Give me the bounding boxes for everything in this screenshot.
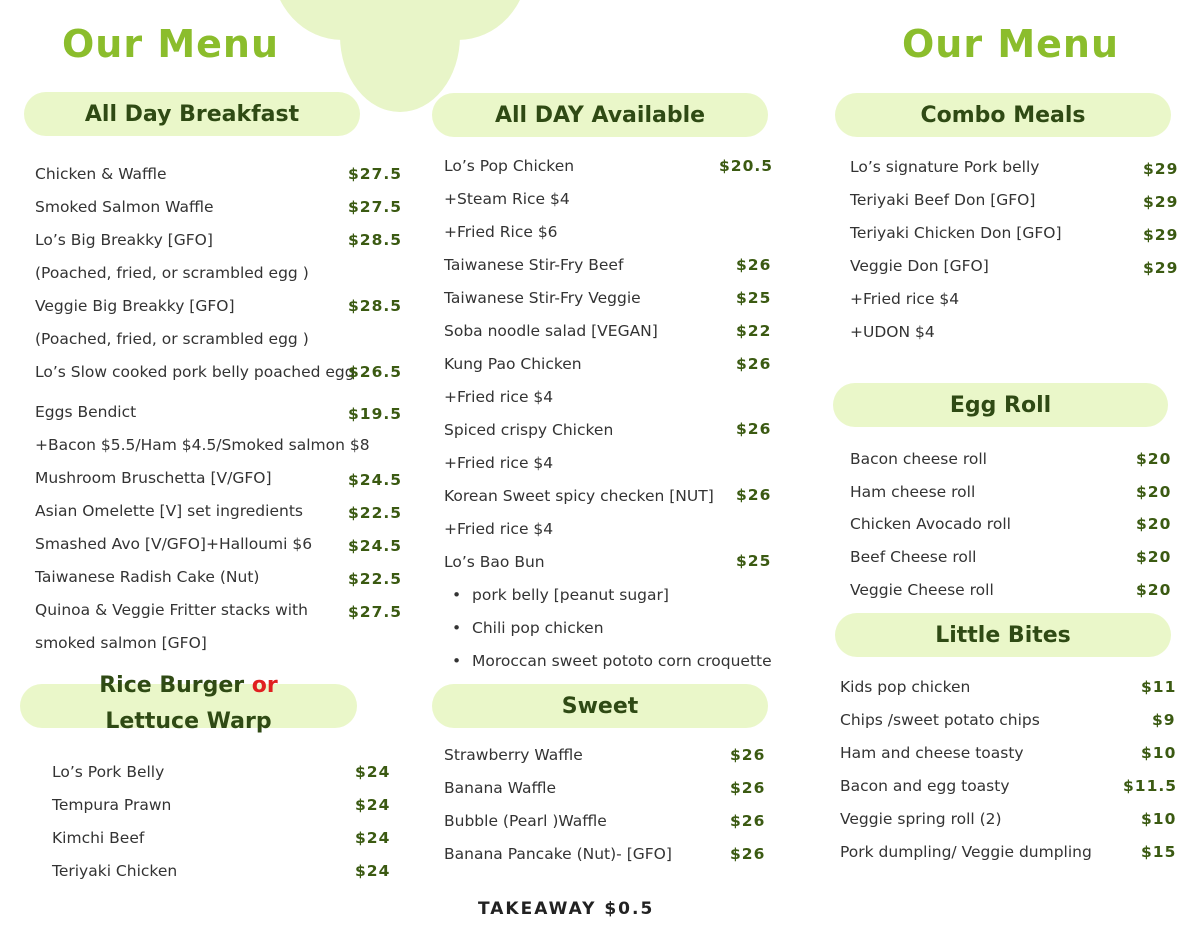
takeaway-note: TAKEAWAY $0.5 — [478, 899, 655, 919]
menu-item-name: Taiwanese Stir-Fry Veggie — [444, 289, 641, 307]
menu-item-price: $10 — [1141, 744, 1177, 762]
menu-item-price: $20 — [1136, 450, 1172, 468]
menu-item-name: Mushroom Bruschetta [V/GFO] — [35, 469, 272, 487]
menu-item-price: $26 — [730, 812, 766, 830]
burger-heading-or: or — [251, 673, 278, 698]
menu-item-name: Taiwanese Stir-Fry Beef — [444, 256, 624, 274]
allday-heading — [432, 93, 768, 137]
menu-item-note: +Fried rice $4 — [444, 454, 554, 472]
bites-heading — [835, 613, 1171, 657]
menu-item-price: $26.5 — [348, 363, 403, 381]
menu-item-note: (Poached, fried, or scrambled egg ) — [35, 330, 309, 348]
menu-item-note: +Fried rice $4 — [850, 290, 960, 308]
menu-item-note: +Fried rice $4 — [444, 388, 554, 406]
menu-item-price: $29 — [1143, 160, 1179, 178]
menu-item-price: $9 — [1152, 711, 1176, 729]
menu-item-note: +Fried Rice $6 — [444, 223, 558, 241]
menu-item-name: Lo’s Slow cooked pork belly poached egg — [35, 363, 355, 381]
menu-item-name: Pork dumpling/ Veggie dumpling — [840, 843, 1092, 861]
menu-item-price: $20 — [1136, 548, 1172, 566]
menu-title-left: Our Menu — [62, 22, 280, 66]
menu-item-name: Smoked Salmon Waffle — [35, 198, 214, 216]
menu-item-price: $26 — [736, 420, 772, 438]
menu-item-price: $19.5 — [348, 405, 403, 423]
menu-item-name: Spiced crispy Chicken — [444, 421, 614, 439]
menu-item-price: $24 — [355, 763, 391, 781]
menu-item-name: Bacon cheese roll — [850, 450, 987, 468]
menu-item-price: $20.5 — [719, 157, 774, 175]
menu-item-name: Ham cheese roll — [850, 483, 976, 501]
menu-item-name: Smashed Avo [V/GFO]+Halloumi $6 — [35, 535, 313, 553]
menu-item-price: $26 — [730, 779, 766, 797]
bao-option-item: • Moroccan sweet pototo corn croquette — [472, 652, 772, 670]
menu-item-name: Korean Sweet spicy checken [NUT] — [444, 487, 714, 505]
menu-item-note: +Bacon $5.5/Ham $4.5/Smoked salmon $8 — [35, 436, 370, 454]
menu-item-name: Chips /sweet potato chips — [840, 711, 1040, 729]
menu-item-price: $11.5 — [1123, 777, 1178, 795]
menu-item-price: $20 — [1136, 515, 1172, 533]
menu-item-price: $29 — [1143, 193, 1179, 211]
menu-item-name: Taiwanese Radish Cake (Nut) — [35, 568, 260, 586]
menu-title-right: Our Menu — [902, 22, 1120, 66]
menu-item-name: Veggie Don [GFO] — [850, 257, 989, 275]
bao-option-item: • Chili pop chicken — [472, 619, 604, 637]
menu-item-price: $28.5 — [348, 231, 403, 249]
menu-item-price: $26 — [736, 486, 772, 504]
menu-item-name: Banana Waffle — [444, 779, 557, 797]
menu-item-name: Teriyaki Chicken — [52, 862, 178, 880]
menu-item-name: Bacon and egg toasty — [840, 777, 1010, 795]
menu-item-name: Chicken & Waffle — [35, 165, 167, 183]
menu-item-price: $29 — [1143, 226, 1179, 244]
allday-heading-text: All DAY Available — [494, 102, 706, 128]
menu-item-price: $24 — [355, 796, 391, 814]
menu-item-note: (Poached, fried, or scrambled egg ) — [35, 264, 309, 282]
menu-item-price: $25 — [736, 289, 772, 307]
menu-item-name: Teriyaki Beef Don [GFO] — [850, 191, 1036, 209]
menu-item-price: $10 — [1141, 810, 1177, 828]
burger-heading-text-2: Lettuce Warp — [105, 709, 272, 734]
menu-item-name: Banana Pancake (Nut)- [GFO] — [444, 845, 672, 863]
menu-item-name: Veggie Cheese roll — [850, 581, 994, 599]
menu-item-price: $27.5 — [348, 603, 403, 621]
menu-item-price: $20 — [1136, 483, 1172, 501]
menu-item-price: $11 — [1141, 678, 1177, 696]
burger-heading-line1 — [99, 668, 278, 704]
menu-item-price: $24.5 — [348, 537, 403, 555]
sweet-heading-text: Sweet — [561, 693, 639, 719]
menu-item-name: Veggie spring roll (2) — [840, 810, 1002, 828]
breakfast-heading-text: All Day Breakfast — [84, 101, 300, 127]
menu-item-name: Kimchi Beef — [52, 829, 145, 847]
menu-item-price: $15 — [1141, 843, 1177, 861]
menu-item-name: Veggie Big Breakky [GFO] — [35, 297, 235, 315]
menu-item-name: Ham and cheese toasty — [840, 744, 1024, 762]
menu-item-price: $22.5 — [348, 504, 403, 522]
menu-item-name: Tempura Prawn — [52, 796, 172, 814]
sweet-heading — [432, 684, 768, 728]
burger-heading — [20, 673, 357, 734]
menu-item-note: smoked salmon [GFO] — [35, 634, 207, 652]
eggroll-heading — [833, 383, 1168, 427]
menu-item-name: Lo’s Big Breakky [GFO] — [35, 231, 213, 249]
bites-heading-text: Little Bites — [935, 622, 1071, 648]
bao-option-item: • pork belly [peanut sugar] — [472, 586, 669, 604]
menu-item-price: $27.5 — [348, 165, 403, 183]
breakfast-heading — [24, 92, 360, 136]
menu-item-name: Soba noodle salad [VEGAN] — [444, 322, 658, 340]
menu-item-name: Bubble (Pearl )Waffle — [444, 812, 607, 830]
burger-heading-text-1: Rice Burger — [99, 673, 252, 698]
menu-item-price: $24.5 — [348, 471, 403, 489]
menu-item-price: $28.5 — [348, 297, 403, 315]
menu-item-price: $22.5 — [348, 570, 403, 588]
menu-item-name: Lo’s signature Pork belly — [850, 158, 1040, 176]
menu-item-note: +Fried rice $4 — [444, 520, 554, 538]
menu-item-price: $20 — [1136, 581, 1172, 599]
menu-item-price: $24 — [355, 862, 391, 880]
menu-item-price: $26 — [736, 256, 772, 274]
combo-heading-text: Combo Meals — [920, 102, 1086, 128]
menu-item-name: Lo’s Pork Belly — [52, 763, 165, 781]
menu-item-price: $24 — [355, 829, 391, 847]
combo-heading — [835, 93, 1171, 137]
menu-item-name: Teriyaki Chicken Don [GFO] — [850, 224, 1062, 242]
menu-item-name: Chicken Avocado roll — [850, 515, 1011, 533]
menu-item-note: +Steam Rice $4 — [444, 190, 570, 208]
menu-item-name: Lo’s Bao Bun — [444, 553, 545, 571]
menu-item-price: $26 — [736, 355, 772, 373]
menu-item-name: Kids pop chicken — [840, 678, 971, 696]
menu-item-price: $26 — [730, 746, 766, 764]
menu-item-price: $27.5 — [348, 198, 403, 216]
menu-item-price: $26 — [730, 845, 766, 863]
eggroll-heading-text: Egg Roll — [949, 392, 1052, 418]
menu-item-name: Lo’s Pop Chicken — [444, 157, 575, 175]
menu-item-price: $25 — [736, 552, 772, 570]
menu-item-name: Strawberry Waffle — [444, 746, 583, 764]
menu-item-price: $29 — [1143, 259, 1179, 277]
menu-item-name: Asian Omelette [V] set ingredients — [35, 502, 303, 520]
menu-item-name: Quinoa & Veggie Fritter stacks with — [35, 601, 308, 619]
menu-item-name: Eggs Bendict — [35, 403, 137, 421]
menu-item-name: Kung Pao Chicken — [444, 355, 582, 373]
menu-item-price: $22 — [736, 322, 772, 340]
menu-item-note: +UDON $4 — [850, 323, 935, 341]
menu-item-name: Beef Cheese roll — [850, 548, 977, 566]
